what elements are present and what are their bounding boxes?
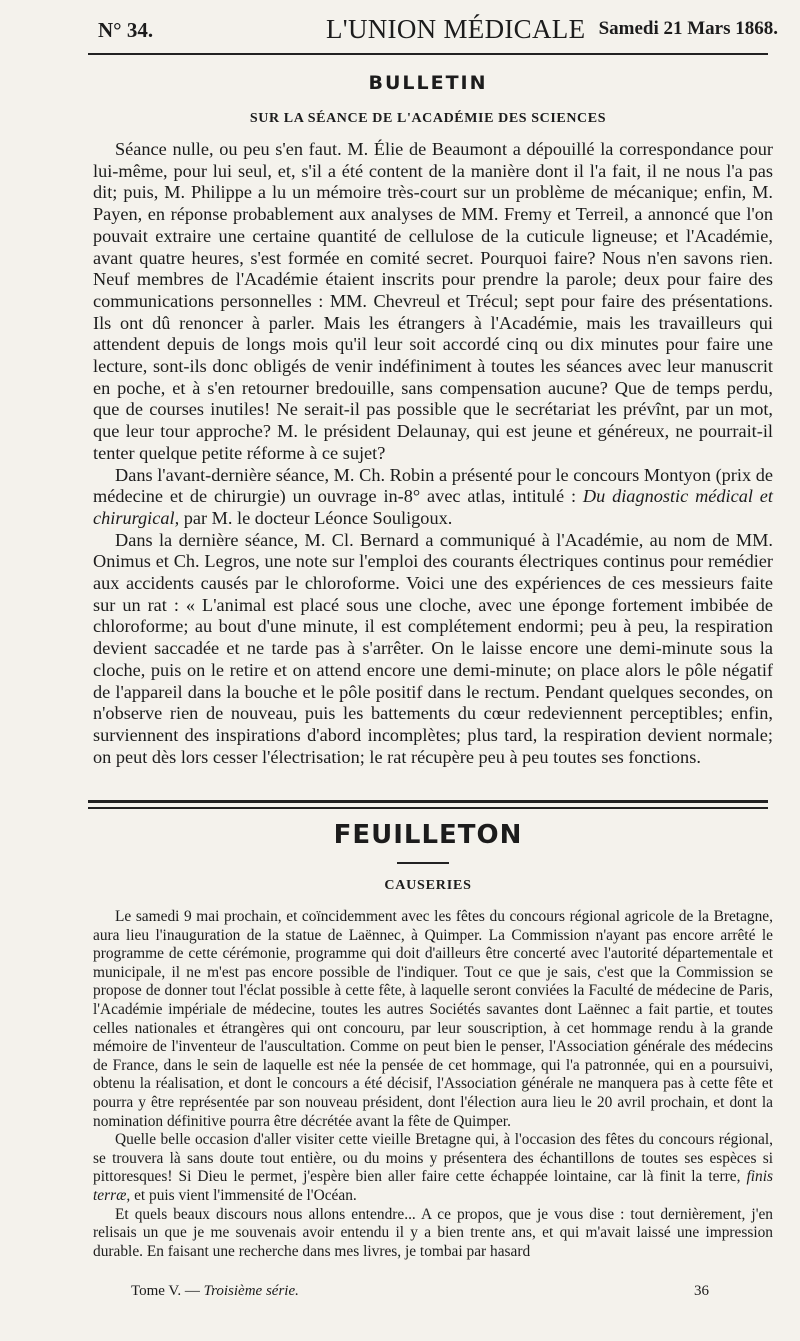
bulletin-title: BULLETIN bbox=[368, 72, 488, 94]
feuilleton-title: FEUILLETON bbox=[333, 820, 523, 850]
feuilleton-body bbox=[93, 908, 773, 1261]
volume-info bbox=[131, 1283, 299, 1300]
journal-title: L'UNION MÉDICALE bbox=[326, 14, 586, 44]
feuilleton-paragraph bbox=[93, 1131, 773, 1205]
bulletin-paragraph: Dans la dernière séance, M. Cl. Bernard a communiqué à l'Académie, au nom de MM. Onimus et Ch. Legros, une note sur l'emploi des courants électriques continus pour remédier aux accidents causés par le chloroforme. Voici une des expériences de ces messieurs faite sur un rat : « L'animal est placé sous une cloche, avec une éponge fortement imbibée de chloroforme; au bout d'une minute, il est complétement endormi; peu à peu, la respiration devient saccadée et ne tarde pas à s'arrêter. On le laisse encore une demi-minute sous la cloche, puis on le retire et on attend encore une demi-minute; on place alors le pôle négatif de l'appareil dans la bouche et le pôle positif dans le rectum. Pendant quelques secondes, on n'observe rien de nouveau, puis les battements du cœur redeviennent perceptibles; enfin, surviennent des inspirations d'abord incomplètes; plus tard, la respiration devient normale; on peut dès lors cesser l'électrisation; le rat récupère peu à peu toutes ses fonctions. bbox=[93, 529, 773, 767]
section-divider bbox=[88, 800, 768, 803]
feuilleton-text: Quelle belle occasion d'aller visiter cette vieille Bretagne qui, à l'occasion des fêtes du concours régional, se trouvera là sans doute tout entière, ou du moins y présentera des échantillons de toutes ses espèces si pittoresques! Si Dieu le permet, j'espère bien aller faire cette échappée lointaine, car là finit la terre, bbox=[93, 1131, 773, 1186]
bulletin-paragraph: Séance nulle, ou peu s'en faut. M. Élie de Beaumont a dépouillé la correspondance pour lui-même, pour lui seul, et, s'il a été content de la manière dont il l'a fait, il ne nous l'a pas dit; puis, M. Philippe a lu un mémoire très-court sur un problème de mécanique; enfin, M. Payen, en réponse probablement aux analyses de MM. Fremy et Terreil, a annoncé que l'on pouvait extraire une certaine quantité de cellulose de la cuticule ligneuse; et l'Académie, avant quatre heures, s'est formée en comité secret. Pourquoi faire? Nous n'en savons rien. Neuf membres de l'Académie étaient inscrits pour prendre la parole; deux pour faire des communications personnelles : MM. Chevreul et Trécul; sept pour faire des présentations. Ils ont dû renoncer à parler. Mais les étrangers à l'Académie, mais les travailleurs qui attendent depuis de longs mois qu'il leur soit accordé cinq ou dix minutes pour faire une lecture, sont-ils donc obligés de venir indéfiniment à toutes les séances avec leur manuscrit en poche, et à s'en retourner bredouille, sans compensation aucune? Que de temps perdu, que de courses inutiles! Ne serait-il pas possible que le secrétariat les prévînt, par un mot, que leur tour approche? M. le président Delaunay, qui est jeune et généreux, ne pourrait-il tenter quelque petite réforme à ce sujet? bbox=[93, 139, 773, 463]
bulletin-text: Dans l'avant-dernière séance, M. Ch. Robin a présenté pour le concours Montyon (prix de médecine et de chirurgie) un ouvrage in-8° avec atlas, intitulé : bbox=[93, 464, 773, 507]
volume-label: Tome V. — bbox=[131, 1283, 200, 1299]
section-divider bbox=[88, 807, 768, 809]
series-label: Troisième série. bbox=[203, 1283, 299, 1299]
issue-number: N° 34. bbox=[98, 18, 154, 42]
page-number: 36 bbox=[694, 1283, 709, 1299]
issue-date: Samedi 21 Mars 1868. bbox=[598, 18, 778, 39]
page-header bbox=[98, 12, 778, 46]
bulletin-subtitle: SUR LA SÉANCE DE L'ACADÉMIE DES SCIENCES bbox=[249, 111, 607, 126]
book-title: Du diagnostic médical et chirurgical, bbox=[93, 486, 773, 528]
bulletin-text: par M. le docteur Léonce Souligoux. bbox=[183, 507, 453, 528]
feuilleton-text: et puis vient l'immensité de l'Océan. bbox=[134, 1186, 357, 1204]
header-rule bbox=[88, 53, 768, 55]
bulletin-body bbox=[93, 139, 773, 768]
bulletin-paragraph bbox=[93, 465, 773, 530]
feuilleton-paragraph: Et quels beaux discours nous allons entendre... A ce propos, que je vous dise : tout dernièrement, j'en relisais un que je me souvenais avoir entendu il y a bien trente ans, et qui m'avait laissé une impression durable. En faisant une recherche dans mes livres, je tombai par hasard bbox=[93, 1205, 773, 1260]
page-footer bbox=[93, 1283, 773, 1305]
latin-phrase: finis terræ, bbox=[93, 1168, 773, 1204]
title-rule bbox=[397, 862, 449, 864]
feuilleton-paragraph: Le samedi 9 mai prochain, et coïncidemment avec les fêtes du concours régional agricole de la Bretagne, aura lieu l'inauguration de la statue de Laënnec, à Quimper. La Commission n'ayant pas encore arrêté le programme de cette cérémonie, programme qui doit d'ailleurs être concerté avec l'autorité départementale et municipale, il ne m'est pas encore possible de l'indiquer. Tout ce que je sais, c'est que la Commission se propose de donner tout l'éclat possible à cette fête, à laquelle seront conviées la Faculté de médecine de Paris, l'Académie impériale de médecine, toutes les autres Sociétés savantes dont Laënnec a fait partie, et toutes celles nationales et étrangères qui ont concouru, par leur souscription, à cet hommage rendu à la grande mémoire de l'inventeur de l'auscultation. Comme on peut bien le penser, l'Association générale des médecins de France, dans le sein de laquelle est née la pensée de cet hommage, qui l'a patronnée, qui en a poursuivi, obtenu la réalisation, et dont le concours a été décisif, l'Association générale ne manquera pas à cette fête et pourra y être représentée par son nouveau président, dont l'élection aura lieu le 20 avril prochain, et dont la nomination définitive pourra être décrétée avant la fête de Quimper. bbox=[93, 908, 773, 1130]
feuilleton-subtitle: CAUSERIES bbox=[384, 878, 472, 893]
